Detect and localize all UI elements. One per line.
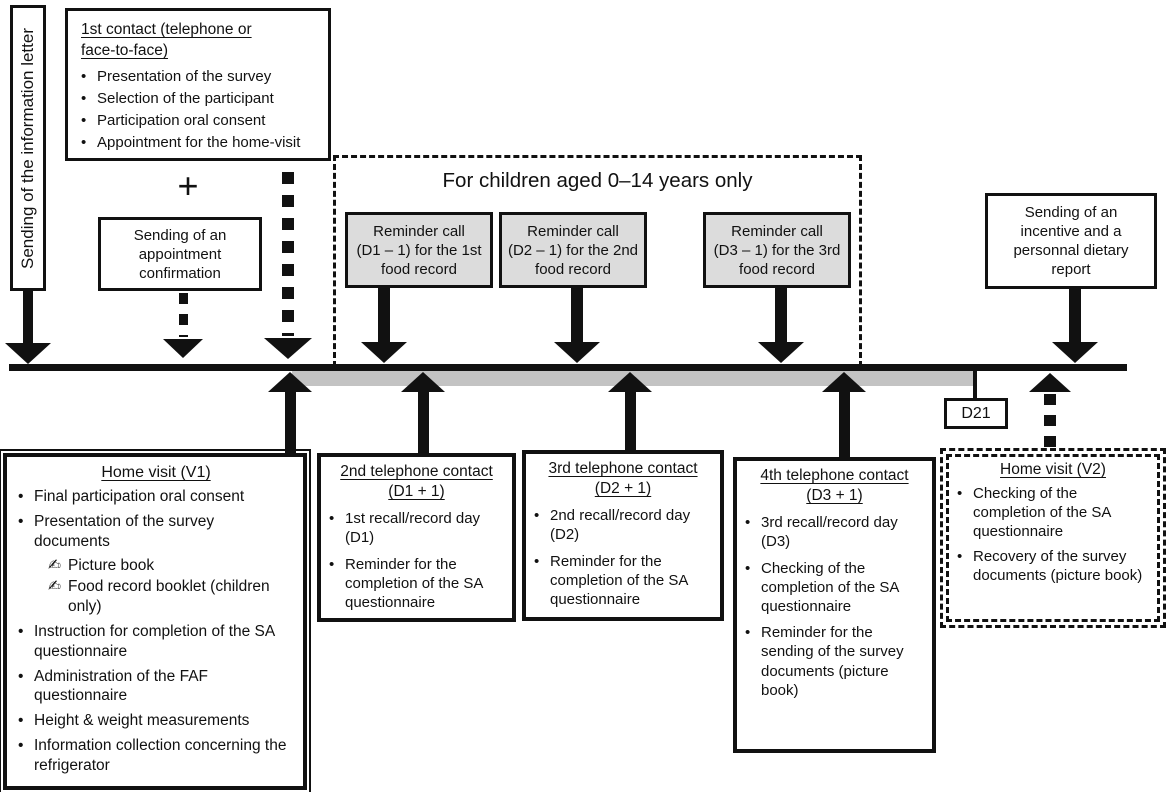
arrow-down-incentive (1052, 342, 1098, 363)
bullet-icon: • (81, 67, 87, 85)
arrow-stem-info-letter (23, 291, 33, 344)
plus-sign: + (177, 165, 199, 206)
information-letter-box (10, 5, 46, 291)
reminder-call-box-1: Reminder call (D1 – 1) for the 1st food record (345, 212, 493, 288)
arrow-stem-incentive (1069, 289, 1081, 343)
reminder-call-box-3: Reminder call (D3 – 1) for the 3rd food record (703, 212, 851, 288)
tel-contact-4-box: 4th telephone contact (D3 + 1) • 3rd recall/record day (D3) • Checking of the completion of the SA questionnaire • Reminder for the sending of the survey documents (picture book) (733, 457, 936, 753)
arrow-up-home-visit-v2 (1029, 373, 1071, 392)
arrow-stem-tel-contact-4 (839, 392, 850, 457)
arrow-stem-reminder-2 (571, 288, 583, 343)
tel-contact-4-title: 4th telephone contact (760, 467, 909, 484)
bullet-icon: • (81, 112, 87, 130)
bullet-icon: • (18, 512, 24, 530)
tel3-item: • 2nd recall/record day (D2) (534, 507, 691, 544)
bullet-icon: • (18, 737, 24, 755)
arrow-stem-reminder-1 (378, 288, 390, 343)
arrow-down-first-contact (264, 338, 312, 359)
tel2-item: • 1st recall/record day (D1) (329, 510, 481, 547)
first-contact-item: • Appointment for the home-visit (81, 134, 301, 152)
home-visit-v2-title: Home visit (V2) (1000, 461, 1106, 478)
tel3-item: • Reminder for the completion of the SA questionnaire (534, 552, 688, 609)
tel4-item: • Checking of the completion of the SA questionnaire (745, 559, 899, 616)
tel-contact-3-title: 3rd telephone contact (548, 460, 698, 477)
tel4-item: • Reminder for the sending of the survey documents (picture book) (745, 624, 904, 699)
information-letter-label: Sending of the information letter (18, 27, 37, 269)
writing-hand-icon: ✍ (48, 578, 61, 596)
bullet-icon: • (18, 667, 24, 685)
arrow-down-reminder-1 (361, 342, 407, 363)
appointment-confirmation-box: Sending of an appointment confirmation (98, 217, 262, 291)
home-visit-v1-box (3, 453, 307, 790)
arrow-stem-tel-contact-3 (625, 392, 636, 450)
v1-item: • Height & weight measurements (18, 712, 250, 730)
bullet-icon: • (745, 624, 751, 642)
children-section-title: For children aged 0–14 years only (442, 169, 753, 192)
timeline (9, 364, 1127, 371)
tel4-item: • 3rd recall/record day (D3) (745, 514, 898, 551)
v1-subitem: ✍ Picture book (48, 557, 155, 575)
writing-hand-icon: ✍ (48, 557, 61, 575)
v1-item: • Final participation oral consent (18, 488, 245, 505)
first-contact-item: • Participation oral consent (81, 112, 266, 130)
arrow-down-reminder-3 (758, 342, 804, 363)
first-contact-box (65, 8, 331, 161)
bullet-icon: • (534, 552, 540, 570)
bullet-icon: • (329, 555, 335, 573)
v1-item: • Presentation of the survey documents (18, 512, 215, 550)
reminder-call-box-2: Reminder call (D2 – 1) for the 2nd food record (499, 212, 647, 288)
arrow-dotted-stem-home-visit-v2 (1044, 394, 1056, 454)
bullet-icon: • (81, 90, 87, 108)
bullet-icon: • (957, 485, 963, 502)
arrow-dotted-stem-first-contact (282, 172, 294, 336)
arrow-up-tel-contact-2 (401, 372, 445, 392)
home-visit-v1-title: Home visit (V1) (101, 464, 211, 481)
v2-item: • Checking of the completion of the SA questionnaire (957, 485, 1111, 541)
bullet-icon: • (329, 510, 335, 528)
arrow-stem-home-visit-v1 (285, 392, 296, 453)
tel-contact-2-title: 2nd telephone contact (340, 463, 493, 480)
tel-contact-3-box: 3rd telephone contact (D2 + 1) • 2nd recall/record day (D2) • Reminder for the completion of the SA questionnaire (522, 450, 724, 621)
d21-label: D21 (961, 404, 991, 422)
d21-tick (973, 371, 977, 399)
v1-item: • Instruction for completion of the SA questionnaire (18, 622, 275, 660)
arrow-up-tel-contact-3 (608, 372, 652, 392)
bullet-icon: • (534, 507, 540, 525)
home-visit-v2-box (946, 454, 1160, 622)
incentive-box: Sending of an incentive and a personnal dietary report (985, 193, 1157, 289)
bullet-icon: • (957, 547, 963, 565)
arrow-down-info-letter (5, 343, 51, 364)
d21-box (944, 398, 1008, 429)
v2-item: • Recovery of the survey documents (picture book) (957, 547, 1143, 584)
first-contact-item: • Presentation of the survey (81, 67, 272, 85)
tel2-item: • Reminder for the completion of the SA questionnaire (329, 555, 483, 612)
arrow-stem-tel-contact-2 (418, 392, 429, 453)
v1-subitem: ✍ Food record booklet (children only) (48, 578, 270, 616)
bullet-icon: • (18, 712, 24, 730)
arrow-stem-reminder-3 (775, 288, 787, 343)
v1-item: • Administration of the FAF questionnaire (18, 667, 209, 705)
arrow-up-home-visit-v1 (268, 372, 312, 392)
arrow-down-appointment (163, 339, 203, 358)
bullet-icon: • (81, 134, 87, 152)
tel-contact-2-box: 2nd telephone contact (D1 + 1) • 1st recall/record day (D1) • Reminder for the completion of the SA questionnaire (317, 453, 516, 622)
arrow-up-tel-contact-4 (822, 372, 866, 392)
arrow-down-reminder-2 (554, 342, 600, 363)
bullet-icon: • (745, 514, 751, 532)
first-contact-title-line1: 1st contact (telephone or (81, 21, 252, 38)
first-contact-title-line2: face-to-face) (81, 41, 169, 59)
v1-item: • Information collection concerning the refrigerator (18, 737, 287, 774)
bullet-icon: • (18, 622, 24, 640)
arrow-dotted-stem-appointment (179, 293, 188, 337)
bullet-icon: • (18, 488, 24, 505)
first-contact-item: • Selection of the participant (81, 90, 274, 108)
bullet-icon: • (745, 559, 751, 577)
